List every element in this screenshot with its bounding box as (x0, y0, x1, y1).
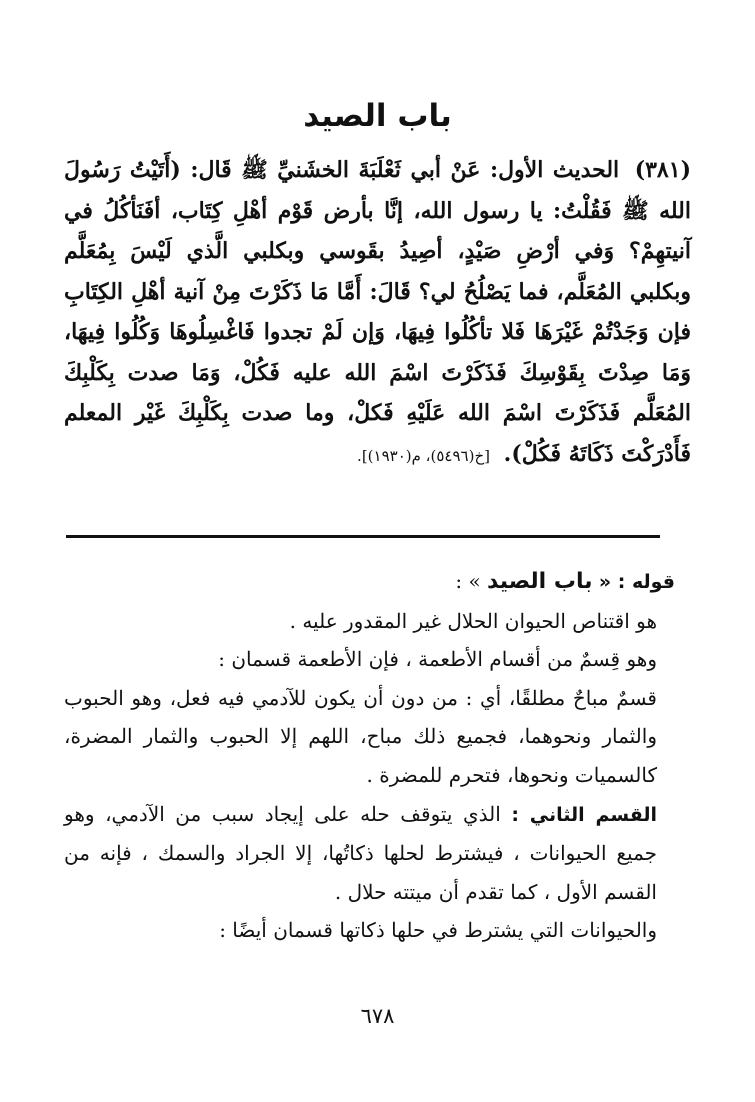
commentary-paragraph: والحيوانات التي يشترط في حلها ذكاتها قسمان أيضًا : (219, 918, 657, 943)
hadith-block (64, 150, 691, 476)
commentary-paragraph: هو اقتناص الحيوان الحلال غير المقدور عليه . (289, 608, 657, 633)
chapter-title: باب الصيد (303, 98, 452, 134)
commentary-lead: القسم الثاني : (511, 803, 658, 826)
commentary-block (64, 562, 675, 950)
page-number: ٦٧٨ (360, 1004, 395, 1028)
commentary-paragraph: وهو قِسمٌ من أقسام الأطعمة ، فإن الأطعمة قسمان : (218, 647, 657, 672)
commentary-paragraph: قسمٌ مباحٌ مطلقًا، أي : من دون أن يكون للآدمي فيه فعل، وهو الحبوب والثمار ونحوهما، فجميع ذلك مباح، اللهم إلا الحبوب والثمار المضرة، كالسميات ونحوها، فتحرم للمضرة . (64, 685, 657, 787)
section-divider (66, 535, 660, 538)
commentary-intro: قوله : « باب الصيد » : (455, 569, 675, 594)
commentary-paragraph: القسم الثاني : الذي يتوقف حله على إيجاد سبب من الآدمي، وهو جميع الحيوانات ، فيشترط لحلها ذكاتُها، إلا الجراد والسمك ، فإنه من القسم الأول ، كما تقدم أن ميتته حلال . (64, 801, 658, 904)
hadith-text: الحديث الأول: عَنْ أبي ثَعْلَبَةَ الخشَنيِّ ﷺ قَال: (أَتَيْتُ رَسُولَ الله ﷺ فَقُلْتُ: يا رسول الله، إنَّا بأرض قَوْم أهْلِ كِتَاب، أفَنَأكُلُ في آنيتهِمْ؟ وَفي أرْضِ صَيْدٍ، أصِيدُ بقَوسي وبكلبي الَّذي لَيْسَ بِمُعَلَّم وبكلبي المُعَلَّم، فما يَصْلُحُ لي؟ قَالَ: أَمَّا مَا ذَكَرْتَ مِنْ آنية أهْلِ الكِتَابِ فإن وَجَدْتُمْ غَيْرَهَا فَلا تأكُلُوا فِيهَا، وَإن لَمْ تجدوا فَاغْسِلُوهَا وَكُلُوا فِيهَا، وَمَا صِدْتَ بِقَوْسِكَ فَذَكَرْتَ اسْمَ الله عليه فَكُلْ، وَمَا صدت بِكَلْبِكَ المُعَلَّم فَذَكَرْتَ اسْمَ الله عَلَيْهِ فَكلْ، وما صدت بِكَلْبِكَ غَيْر المعلم فَأَدْرَكْتَ ذَكَاتَهُ فَكُلْ). (64, 157, 691, 467)
hadith-number: (٣٨١) (634, 157, 691, 183)
commentary-bab-label: باب الصيد (487, 569, 593, 594)
hadith-reference: [خ(٥٤٩٦)، م(١٩٣٠)]. (357, 446, 490, 465)
